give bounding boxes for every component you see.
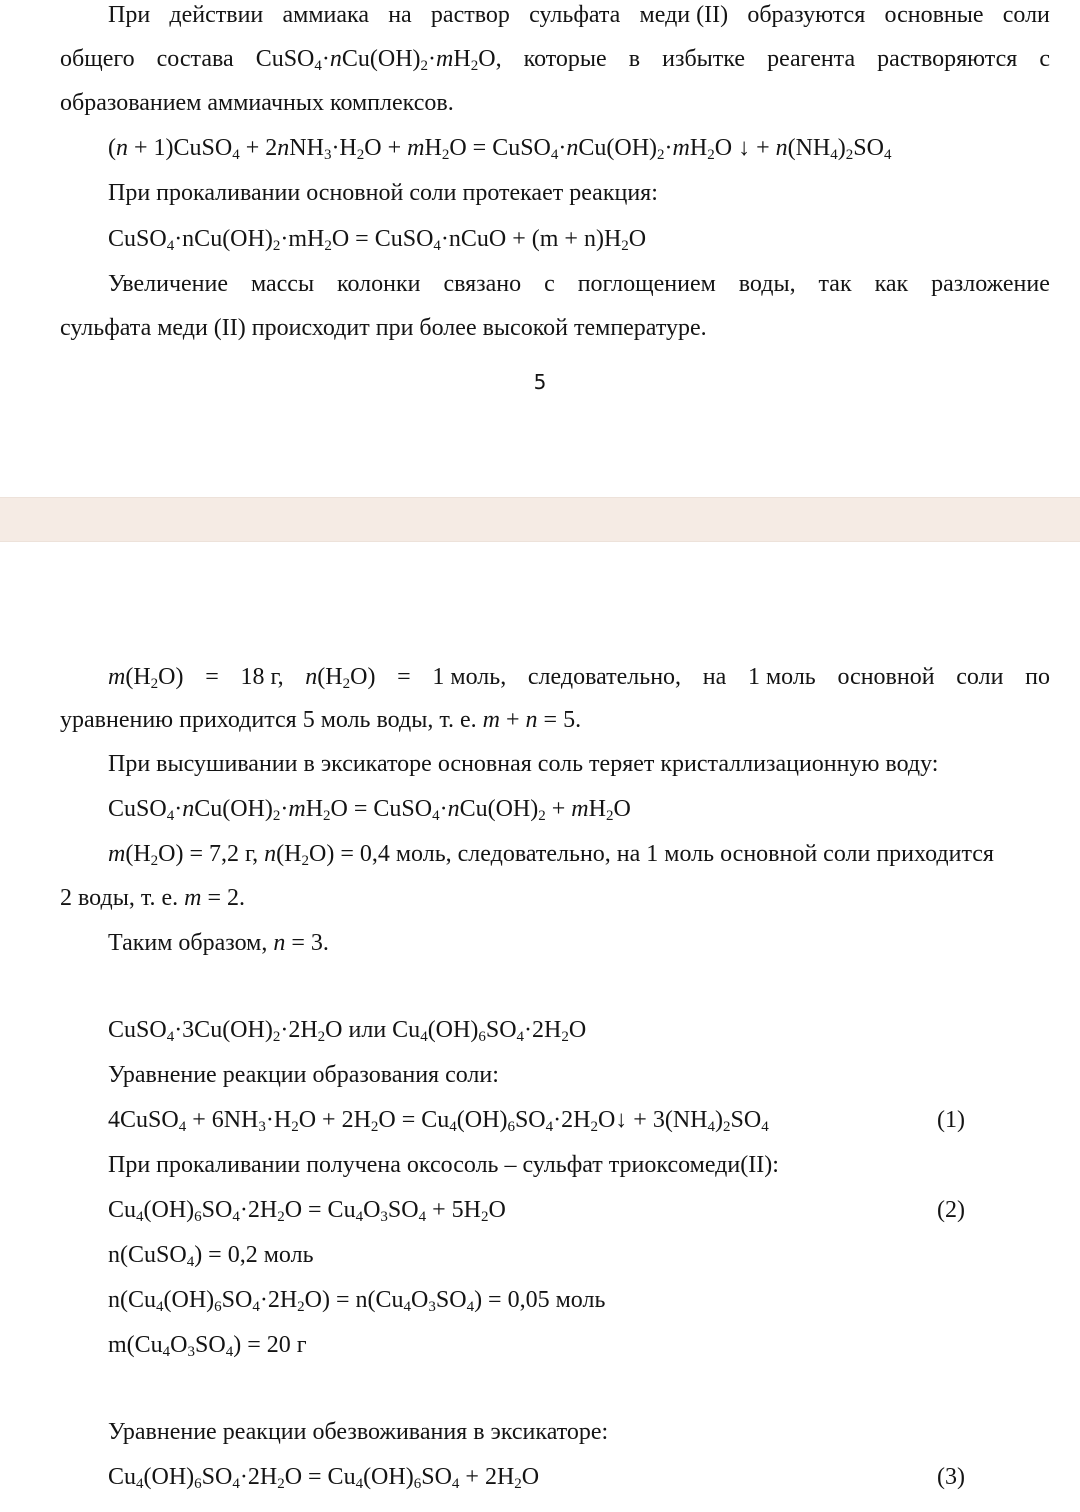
word: 18 г, — [240, 664, 284, 690]
equation-calcination: $CuSO_4\cdot nCu(OH)_2\cdot mH_2O$ = CuSO$_4$·nCuO + $(m + n)H_2O$ — [108, 226, 647, 254]
word: на — [702, 664, 727, 690]
word: образуются — [747, 2, 866, 28]
word: действии — [169, 2, 264, 28]
equation-number: (1) — [937, 1107, 965, 1133]
formula: $CuSO_4\cdot nCu(OH)_2\cdot mH_2O$, — [255, 46, 502, 74]
word: на — [388, 2, 412, 28]
word: = — [205, 664, 219, 690]
word: колонки — [337, 271, 421, 297]
word: Увеличение — [108, 271, 229, 297]
calc-line-water-drying: $m(H_2O) = 7,2$ г, $n(H_2O) = 0,4$ моль, следовательно, на 1 моль основной соли приходится — [108, 841, 994, 869]
word: состава — [156, 46, 234, 72]
equation-3 — [108, 1462, 965, 1492]
calc-mass-oxosalt: $m(Cu_4O_3SO_4) = 20$ г — [108, 1332, 307, 1360]
word: основной — [837, 664, 935, 690]
document-page-lower — [0, 542, 1080, 1512]
word: избытке — [662, 46, 746, 72]
paragraph-3-line-1 — [108, 269, 1050, 299]
equation-1 — [108, 1105, 965, 1135]
word: в — [628, 46, 641, 72]
word: соли — [1002, 2, 1050, 28]
word: с — [1039, 46, 1050, 72]
word: воды, — [738, 271, 796, 297]
word: При — [108, 2, 151, 28]
calc-moles-salt: $n(Cu_4(OH)_6SO_4\cdot 2H_2O) = n(Cu_4O_3SO_4) = 0,05$ моль — [108, 1287, 606, 1315]
equation-precipitation: (n + 1)CuSO$_4$ + $2nNH_3\cdot H_2O + mH_2O$ = $CuSO_4\cdot nCu(OH)_2\cdot mH_2O$ ↓ + $n(NH_4)_2SO_4$ — [108, 135, 892, 163]
equation-number: (2) — [937, 1197, 965, 1223]
heading-oxosalt: При прокаливании получена оксосоль – сульфат триоксомеди(II): — [108, 1152, 779, 1178]
calc-line-m: 2 воды, т. е. m = 2. — [60, 885, 246, 911]
word: которые — [523, 46, 607, 72]
word: поглощением — [577, 271, 716, 297]
calc-cuso4: n(CuSO$_4$) = 0,2 моль — [108, 1242, 314, 1270]
equation-body: 4CuSO$_4$ + $6NH_3\cdot H_2O + 2H_2O$ = $Cu_4(OH)_6SO_4\cdot 2H_2O↓ + 3(NH_4)_2SO_4$ — [108, 1107, 769, 1135]
page-separator — [0, 497, 1080, 542]
equation-body: $Cu_4(OH)_6SO_4\cdot 2H_2O = Cu_4(OH)_6SO_4 + 2H_2O$ — [108, 1464, 540, 1492]
word: 1 моль, — [432, 664, 507, 690]
equation-number: (3) — [937, 1464, 965, 1490]
paragraph-1-line-3: образованием аммиачных комплексов. — [60, 90, 454, 116]
salt-formula: $CuSO_4\cdot 3Cu(OH)_2\cdot 2H_2O$ или $Cu_4(OH)_6SO_4\cdot 2H_2O$ — [108, 1017, 587, 1045]
word: следовательно, — [527, 664, 682, 690]
word: сульфата — [529, 2, 621, 28]
formula: $n(H_2O)$ — [305, 664, 376, 692]
calc-line-n: Таким образом, n = 3. — [108, 930, 329, 956]
equation-drying-general: $CuSO_4\cdot nCu(OH)_2\cdot mH_2O$ = $CuSO_4\cdot nCu(OH)_2 + mH_2O$ — [108, 796, 631, 824]
word: аммиака — [282, 2, 369, 28]
word: меди (II) — [639, 2, 729, 28]
paragraph-1-line-1 — [108, 0, 1050, 30]
word: основные — [884, 2, 984, 28]
word: реагента — [767, 46, 856, 72]
drying-paragraph: При высушивании в эксикаторе основная соль теряет кристаллизационную воду: — [108, 751, 939, 777]
equation-2 — [108, 1195, 965, 1225]
paragraph-3-line-2: сульфата меди (II) происходит при более высокой температуре. — [60, 315, 707, 341]
paragraph-1-line-2 — [60, 44, 1050, 74]
word: общего — [60, 46, 135, 72]
word: так — [818, 271, 852, 297]
heading-formation: Уравнение реакции образования соли: — [108, 1062, 499, 1088]
equation-body: $Cu_4(OH)_6SO_4\cdot 2H_2O = Cu_4O_3SO_4 + 5H_2O$ — [108, 1197, 506, 1225]
word: = — [397, 664, 411, 690]
calc-line-1 — [108, 662, 1050, 692]
word: как — [874, 271, 909, 297]
paragraph-2: При прокаливании основной соли протекает реакция: — [108, 180, 658, 206]
heading-dehydration: Уравнение реакции обезвоживания в эксикаторе: — [108, 1419, 609, 1445]
word: 1 моль — [747, 664, 816, 690]
page-number: 5 — [533, 370, 547, 394]
word: связано — [443, 271, 522, 297]
calc-line-2: уравнению приходится 5 моль воды, т. е. m + n = 5. — [60, 707, 582, 733]
word: массы — [250, 271, 315, 297]
word: разложение — [931, 271, 1050, 297]
word: с — [544, 271, 555, 297]
word: раствор — [430, 2, 510, 28]
document-page-upper — [0, 0, 1080, 497]
word: растворяются — [877, 46, 1018, 72]
formula: $m(H_2O)$ — [108, 664, 184, 692]
word: соли — [956, 664, 1004, 690]
word: по — [1025, 664, 1050, 690]
